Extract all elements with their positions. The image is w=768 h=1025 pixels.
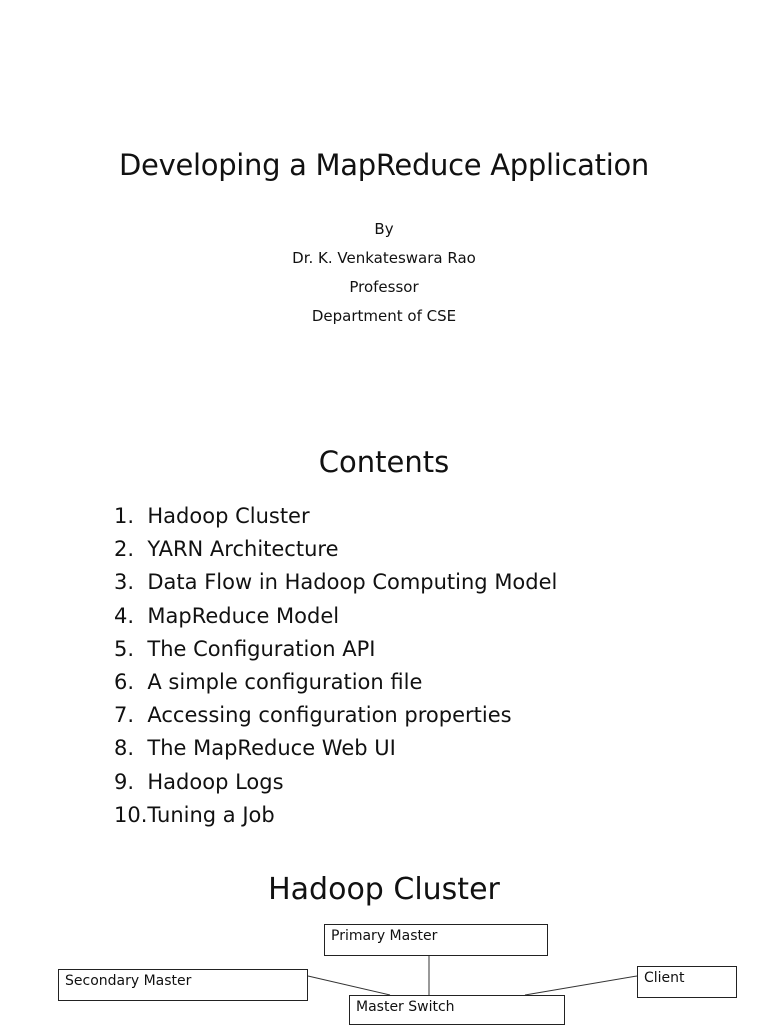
contents-item: 5. The Configuration API [114,636,376,661]
connector-client-switch [525,976,637,995]
contents-item: 7. Accessing configuration properties [114,703,512,728]
contents-item: 10.Tuning a Job [114,802,275,827]
contents-item: 9. Hadoop Logs [114,769,284,794]
author-name: Dr. K. Venkateswara Rao [292,249,476,267]
connector-secondary-switch [308,976,390,995]
contents-item: 2. YARN Architecture [114,537,339,562]
client-node: Client [637,966,737,998]
contents-list [114,500,557,832]
secondary-master-node: Secondary Master [58,969,308,1001]
primary-master-node: Primary Master [324,924,548,956]
contents-item: 8. The MapReduce Web UI [114,736,396,761]
by-label: By [374,220,394,238]
author-position: Professor [349,278,419,296]
master-switch-node: Master Switch [349,995,565,1025]
contents-item: 4. MapReduce Model [114,603,340,628]
contents-item: 6. A simple configuration file [114,670,423,695]
author-block [0,215,768,331]
contents-item: 1. Hadoop Cluster [114,504,310,528]
document-title: Developing a MapReduce Application [119,148,649,182]
author-department: Department of CSE [311,307,457,325]
cluster-heading: Hadoop Cluster [268,872,500,907]
contents-heading: Contents [318,445,450,479]
contents-item: 3. Data Flow in Hadoop Computing Model [114,570,558,595]
